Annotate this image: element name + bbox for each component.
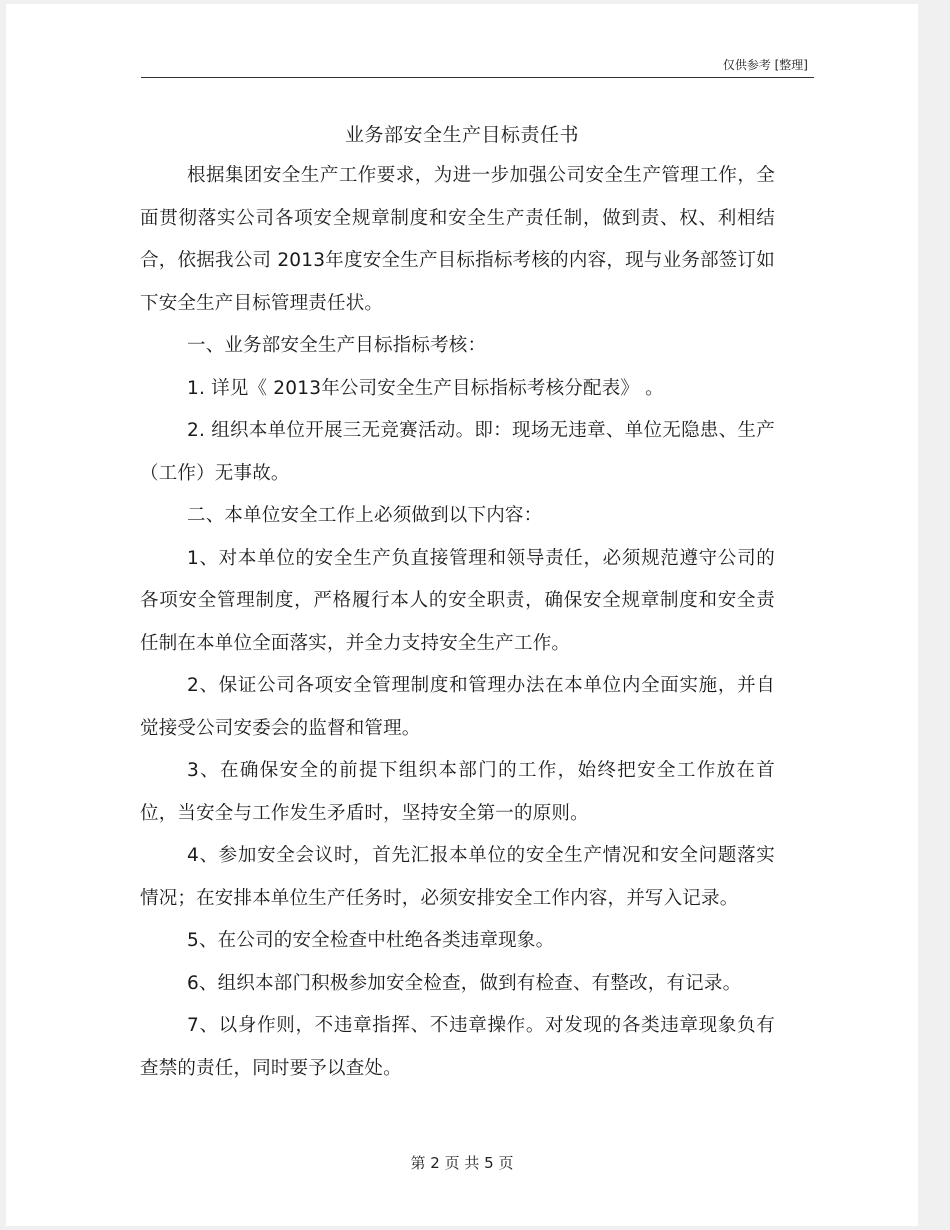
document-page <box>6 4 918 1226</box>
list-item: 2. 组织本单位开展三无竞赛活动。即：现场无违章、单位无隐患、生产（工作）无事故。 <box>140 420 775 484</box>
header-rule <box>141 77 814 78</box>
list-item: 5、在公司的安全检查中杜绝各类违章现象。 <box>187 930 555 951</box>
list-item: 4、参加安全会议时，首先汇报本单位的安全生产情况和安全问题落实情况；在安排本单位生产任务时，必须安排安全工作内容，并写入记录。 <box>140 845 775 909</box>
paragraph-intro: 根据集团安全生产工作要求，为进一步加强公司安全生产管理工作，全面贯彻落实公司各项安全规章制度和安全生产责任制，做到责、权、利相结合，依据我公司 2013年度安全生产目标指标考核的内容，现与业务部签订如下安全生产目标管理责任状。 <box>140 165 775 314</box>
list-item: 6、组织本部门积极参加安全检查，做到有检查、有整改，有记录。 <box>187 972 742 994</box>
list-item: 3、在确保安全的前提下组织本部门的工作，始终把安全工作放在首位，当安全与工作发生矛盾时，坚持安全第一的原则。 <box>140 760 775 824</box>
list-item: 7、以身作则，不违章指挥、不违章操作。对发现的各类违章现象负有查禁的责任，同时要予以查处。 <box>140 1015 775 1079</box>
page-number-footer: 第 2 页 共 5 页 <box>410 1154 514 1172</box>
section-heading-2: 二、本单位安全工作上必须做到以下内容： <box>187 505 543 526</box>
list-item: 1、对本单位的安全生产负直接管理和领导责任，必须规范遵守公司的各项安全管理制度，严格履行本人的安全职责，确保安全规章制度和安全责任制在本单位全面落实，并全力支持安全生产工作。 <box>140 547 775 654</box>
header-note: 仅供参考 [整理] <box>722 58 808 72</box>
list-item: 2、保证公司各项安全管理制度和管理办法在本单位内全面实施，并自觉接受公司安委会的监督和管理。 <box>140 675 775 739</box>
section-heading-1: 一、业务部安全生产目标指标考核： <box>187 335 487 356</box>
document-title: 业务部安全生产目标责任书 <box>344 124 579 146</box>
list-item: 1. 详见《 2013年公司安全生产目标指标考核分配表》 。 <box>187 377 664 399</box>
document-body <box>140 155 775 1090</box>
